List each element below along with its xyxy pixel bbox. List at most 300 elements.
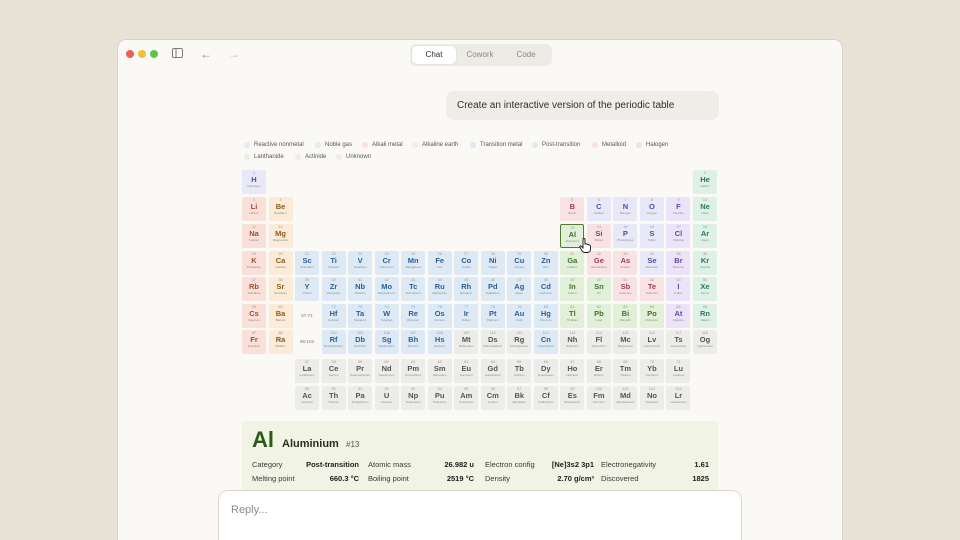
element-name: Praseodymium: [350, 373, 371, 377]
legend-label: Alkaline earth: [422, 142, 459, 148]
element-cell-eu[interactable]: [454, 359, 478, 383]
element-cell-dy[interactable]: [534, 359, 558, 383]
element-cell-rb[interactable]: [242, 277, 266, 301]
element-cell-cu[interactable]: [507, 251, 531, 275]
element-cell-s[interactable]: [640, 224, 664, 248]
element-cell-pa[interactable]: [348, 386, 372, 410]
element-name: Oganesson: [697, 344, 713, 348]
legend-label: Halogen: [646, 142, 669, 148]
element-name: Seaborgium: [378, 344, 395, 348]
element-name: Neon: [701, 211, 709, 215]
element-symbol: Ir: [463, 309, 469, 318]
element-cell-rn[interactable]: [693, 304, 717, 328]
element-name: Technetium: [405, 291, 421, 295]
element-cell-u[interactable]: [375, 386, 399, 410]
element-name: Argon: [700, 238, 709, 242]
element-cell-ir[interactable]: [454, 304, 478, 328]
element-symbol: Ne: [700, 202, 710, 211]
element-name: Mercury: [540, 318, 552, 322]
element-name: Tennessine: [670, 344, 687, 348]
element-number: 44: [437, 278, 442, 282]
element-number: 91: [357, 387, 363, 391]
element-number: 4: [279, 198, 282, 202]
element-number: 112: [542, 331, 549, 335]
element-symbol: Sm: [433, 364, 446, 373]
element-detail-card: [242, 421, 718, 493]
element-cell-sn[interactable]: [587, 277, 611, 301]
element-symbol: Ni: [489, 256, 497, 265]
detail-label: Electron config: [485, 460, 535, 469]
element-cell-cf[interactable]: [534, 386, 558, 410]
element-number: 46: [490, 278, 495, 282]
element-name: Boron: [568, 211, 577, 215]
detail-value: [Ne]3s2 3p1: [551, 460, 594, 469]
element-number: 24: [384, 252, 389, 256]
element-number: 100: [595, 387, 603, 391]
element-name: Scandium: [300, 265, 314, 269]
detail-label: Density: [485, 474, 511, 483]
element-symbol: Ac: [302, 391, 312, 400]
element-cell-cm[interactable]: [481, 386, 505, 410]
legend-label: Actinide: [305, 154, 327, 160]
element-cell-ar[interactable]: [693, 224, 717, 248]
element-cell-ca[interactable]: [269, 251, 293, 275]
element-symbol: Mt: [461, 335, 471, 344]
element-cell-ag[interactable]: [507, 277, 531, 301]
back-arrow-icon[interactable]: ←: [200, 47, 212, 61]
element-number: 84: [649, 305, 655, 309]
element-cell-xe[interactable]: [693, 277, 717, 301]
element-name: Antimony: [619, 291, 632, 295]
element-cell-nh[interactable]: [560, 330, 584, 354]
element-number: 66: [543, 360, 548, 364]
element-cell-n[interactable]: [613, 197, 637, 221]
element-number: 86: [702, 305, 708, 309]
element-name: Silver: [515, 291, 524, 295]
element-name: Moscovium: [617, 344, 633, 348]
element-number: 77: [464, 305, 469, 309]
element-cell-cd[interactable]: [534, 277, 558, 301]
element-cell-sb[interactable]: [613, 277, 637, 301]
element-number: 49: [570, 278, 575, 282]
element-cell-br[interactable]: [666, 251, 690, 275]
element-number: 47: [517, 278, 522, 282]
element-name: Lawrencium: [670, 400, 687, 404]
element-number: 40: [331, 278, 336, 282]
element-cell-mo[interactable]: [375, 277, 399, 301]
element-cell-nb[interactable]: [348, 277, 372, 301]
element-symbol: Al: [568, 230, 577, 239]
element-cell-rg[interactable]: [507, 330, 531, 354]
element-number: 27: [464, 252, 469, 256]
element-cell-w[interactable]: [375, 304, 399, 328]
element-cell-ds[interactable]: [481, 330, 505, 354]
element-cell-se[interactable]: [640, 251, 664, 275]
element-symbol: Sb: [620, 282, 631, 291]
element-symbol: Kr: [700, 256, 710, 265]
element-number: 22: [331, 252, 336, 256]
element-number: 109: [463, 331, 470, 335]
element-cell-fr[interactable]: [242, 330, 266, 354]
element-cell-fm[interactable]: [587, 386, 611, 410]
element-cell-og[interactable]: [693, 330, 717, 354]
element-name: Gold: [516, 318, 523, 322]
element-cell-no[interactable]: [640, 386, 664, 410]
element-symbol: Es: [567, 391, 577, 400]
element-cell-sm[interactable]: [428, 359, 452, 383]
element-symbol: Li: [250, 202, 258, 211]
element-symbol: Rf: [329, 335, 338, 344]
element-cell-cr[interactable]: [375, 251, 399, 275]
element-cell-he[interactable]: [693, 170, 717, 194]
element-symbol: Cu: [514, 256, 525, 265]
element-cell-hs[interactable]: [428, 330, 452, 354]
element-number: 99: [570, 387, 575, 391]
element-name: Rubidium: [247, 291, 261, 295]
tab-cowork[interactable]: Cowork: [466, 50, 494, 59]
element-symbol: Mo: [381, 282, 393, 291]
element-symbol: F: [676, 202, 681, 211]
hand-pointer-icon: [579, 238, 592, 253]
element-cell-mg[interactable]: [269, 224, 293, 248]
element-number: 59: [357, 360, 363, 364]
element-number: 52: [649, 278, 655, 282]
element-number: 82: [596, 305, 601, 309]
element-number: 57: [304, 360, 310, 364]
element-name: Francium: [247, 344, 261, 348]
element-symbol: Md: [619, 391, 631, 400]
element-symbol: Cn: [540, 335, 551, 344]
element-number: 110: [489, 331, 496, 335]
element-name: Manganese: [405, 265, 422, 269]
element-cell-at[interactable]: [666, 304, 690, 328]
element-name: Iodine: [674, 291, 683, 295]
element-cell-k[interactable]: [242, 251, 266, 275]
zoom-window-button[interactable]: [150, 50, 158, 58]
element-number: 5: [571, 198, 574, 202]
element-symbol: Xe: [700, 282, 710, 291]
detail-label: Category: [252, 460, 283, 469]
element-name: Livermorium: [643, 344, 661, 348]
element-cell-fe[interactable]: [428, 251, 452, 275]
element-cell-c[interactable]: [587, 197, 611, 221]
element-number: 95: [464, 387, 469, 391]
element-name: Tantalum: [354, 318, 367, 322]
legend-swatch: [470, 142, 476, 148]
element-cell-mc[interactable]: [613, 330, 637, 354]
element-number: 104: [330, 331, 337, 335]
element-number: 116: [648, 331, 655, 335]
element-cell-in[interactable]: [560, 277, 584, 301]
element-number: 80: [543, 305, 548, 309]
element-name: Cadmium: [539, 291, 553, 295]
element-symbol: Ce: [328, 364, 339, 373]
element-cell-lu[interactable]: [666, 359, 690, 383]
element-name: Protactinium: [351, 400, 369, 404]
element-symbol: Pm: [407, 364, 419, 373]
element-name: Neodymium: [378, 373, 395, 377]
element-name: Astatine: [673, 318, 684, 322]
element-cell-au[interactable]: [507, 304, 531, 328]
minimize-window-button[interactable]: [138, 50, 146, 58]
element-cell-es[interactable]: [560, 386, 584, 410]
element-cell-sc[interactable]: [295, 251, 319, 275]
element-cell-ho[interactable]: [560, 359, 584, 383]
element-cell-re[interactable]: [401, 304, 425, 328]
element-symbol: Ca: [275, 256, 286, 265]
element-name: Hassium: [433, 344, 446, 348]
element-symbol: I: [677, 282, 680, 291]
reply-input[interactable]: Reply...: [231, 504, 268, 516]
element-cell-os[interactable]: [428, 304, 452, 328]
element-cell-b[interactable]: [560, 197, 584, 221]
element-number: 35: [676, 252, 681, 256]
element-number: 38: [278, 278, 283, 282]
element-name: Radon: [700, 318, 710, 322]
element-symbol: He: [700, 175, 710, 184]
element-cell-ba[interactable]: [269, 304, 293, 328]
element-symbol: Cl: [674, 229, 683, 238]
element-cell-p[interactable]: [613, 224, 637, 248]
element-cell-lr[interactable]: [666, 386, 690, 410]
element-cell-co[interactable]: [454, 251, 478, 275]
sidebar-toggle-icon[interactable]: [172, 47, 183, 61]
series-range-label: 57-71: [301, 313, 313, 318]
reply-box[interactable]: [218, 490, 742, 540]
element-name: Radium: [275, 344, 286, 348]
element-cell-ni[interactable]: [481, 251, 505, 275]
element-cell-zr[interactable]: [322, 277, 346, 301]
element-cell-kr[interactable]: [693, 251, 717, 275]
element-cell-ru[interactable]: [428, 277, 452, 301]
element-symbol: Nd: [381, 364, 392, 373]
element-number: 33: [623, 252, 628, 256]
element-name: Titanium: [327, 265, 340, 269]
element-name: Promethium: [405, 373, 422, 377]
legend-swatch: [412, 142, 418, 148]
element-cell-np[interactable]: [401, 386, 425, 410]
element-cell-ge[interactable]: [587, 251, 611, 275]
element-symbol: Tb: [514, 364, 524, 373]
element-number: 55: [251, 305, 257, 309]
element-symbol: Cm: [486, 391, 499, 400]
element-symbol: Sc: [302, 256, 312, 265]
element-cell-ti[interactable]: [322, 251, 346, 275]
element-symbol: Po: [647, 309, 657, 318]
element-cell-pr[interactable]: [348, 359, 372, 383]
element-cell-db[interactable]: [348, 330, 372, 354]
element-symbol: Au: [514, 309, 525, 318]
element-symbol: Ti: [330, 256, 337, 265]
element-symbol: Sn: [594, 282, 604, 291]
legend-item: [636, 141, 668, 149]
element-symbol: Cr: [382, 256, 391, 265]
element-name: Neptunium: [405, 400, 421, 404]
element-cell-pm[interactable]: [401, 359, 425, 383]
element-cell-pd[interactable]: [481, 277, 505, 301]
element-name: Palladium: [486, 291, 500, 295]
element-number: 101: [622, 387, 629, 391]
element-cell-cs[interactable]: [242, 304, 266, 328]
element-symbol: Tl: [569, 309, 576, 318]
element-cell-md[interactable]: [613, 386, 637, 410]
element-symbol: Tm: [619, 364, 632, 373]
element-cell-mn[interactable]: [401, 251, 425, 275]
element-cell-yb[interactable]: [640, 359, 664, 383]
element-cell-bi[interactable]: [613, 304, 637, 328]
forward-arrow-icon[interactable]: →: [228, 47, 240, 61]
tab-code[interactable]: Code: [516, 50, 536, 59]
detail-label: Boiling point: [368, 474, 409, 483]
element-symbol: Er: [594, 364, 603, 373]
element-name: Mendelevium: [616, 400, 635, 404]
element-symbol: K: [251, 256, 257, 265]
element-cell-i[interactable]: [666, 277, 690, 301]
element-cell-pu[interactable]: [428, 386, 452, 410]
element-name: Nitrogen: [619, 211, 632, 215]
element-cell-pb[interactable]: [587, 304, 611, 328]
element-number: 102: [648, 387, 656, 391]
element-cell-am[interactable]: [454, 386, 478, 410]
element-name: Bohrium: [407, 344, 419, 348]
element-symbol: Ge: [593, 256, 604, 265]
legend-item: [532, 141, 580, 149]
element-number: 75: [411, 305, 416, 309]
element-name: Dubnium: [354, 344, 367, 348]
element-cell-v[interactable]: [348, 251, 372, 275]
element-symbol: Pt: [489, 309, 497, 318]
element-symbol: In: [569, 282, 576, 291]
element-cell-zn[interactable]: [534, 251, 558, 275]
element-name: Copernicium: [537, 344, 555, 348]
detail-value: 2.70 g/cm³: [557, 474, 594, 483]
element-symbol: Am: [460, 391, 473, 400]
element-number: 76: [437, 305, 442, 309]
element-cell-th[interactable]: [322, 386, 346, 410]
element-number: 92: [384, 387, 389, 391]
element-cell-sg[interactable]: [375, 330, 399, 354]
element-cell-tb[interactable]: [507, 359, 531, 383]
element-number: 111: [516, 331, 523, 335]
element-name: Chlorine: [672, 238, 685, 242]
element-symbol: Rb: [249, 282, 259, 291]
element-cell-ts[interactable]: [666, 330, 690, 354]
element-symbol: Br: [674, 256, 683, 265]
element-name: Vanadium: [353, 265, 367, 269]
element-cell-cn[interactable]: [534, 330, 558, 354]
element-cell-tl[interactable]: [560, 304, 584, 328]
close-window-button[interactable]: [126, 50, 134, 58]
element-cell-h[interactable]: [242, 170, 266, 194]
element-symbol: Cd: [540, 282, 551, 291]
element-cell-lv[interactable]: [640, 330, 664, 354]
legend-label: Reactive nonmetal: [254, 142, 304, 148]
element-name: Potassium: [246, 265, 261, 269]
element-cell-ra[interactable]: [269, 330, 293, 354]
legend-label: Post-transition: [542, 142, 581, 148]
element-name: Uranium: [380, 400, 393, 404]
element-cell-pt[interactable]: [481, 304, 505, 328]
element-name: Bromine: [672, 265, 685, 269]
element-number: 26: [437, 252, 442, 256]
element-cell-be[interactable]: [269, 197, 293, 221]
element-number: 103: [675, 387, 682, 391]
element-cell-te[interactable]: [640, 277, 664, 301]
element-cell-tm[interactable]: [613, 359, 637, 383]
element-cell-ne[interactable]: [693, 197, 717, 221]
detail-symbol: Al: [252, 427, 274, 452]
element-cell-er[interactable]: [587, 359, 611, 383]
element-name: Rhodium: [460, 291, 473, 295]
element-cell-rf[interactable]: [322, 330, 346, 354]
element-cell-bh[interactable]: [401, 330, 425, 354]
element-cell-o[interactable]: [640, 197, 664, 221]
element-cell-la[interactable]: [295, 359, 319, 383]
element-cell-ce[interactable]: [322, 359, 346, 383]
element-name: Magnesium: [272, 238, 289, 242]
element-name: Nobelium: [645, 400, 659, 404]
app-window: [117, 39, 843, 540]
element-symbol: Fm: [593, 391, 605, 400]
element-symbol: Ar: [700, 229, 710, 238]
element-symbol: C: [596, 202, 602, 211]
element-cell-ta[interactable]: [348, 304, 372, 328]
tab-chat[interactable]: Chat: [412, 46, 456, 64]
series-range-label: 89-103: [300, 339, 315, 344]
element-number: 79: [517, 305, 522, 309]
element-cell-nd[interactable]: [375, 359, 399, 383]
legend-item: [362, 141, 403, 149]
element-number: 19: [251, 252, 257, 256]
element-cell-as[interactable]: [613, 251, 637, 275]
element-number: 14: [596, 225, 601, 229]
element-cell-po[interactable]: [640, 304, 664, 328]
element-cell-cl[interactable]: [666, 224, 690, 248]
element-cell-ac[interactable]: [295, 386, 319, 410]
element-cell-f[interactable]: [666, 197, 690, 221]
element-number: 78: [490, 305, 495, 309]
element-symbol: Lu: [673, 364, 684, 373]
legend-swatch: [592, 142, 598, 148]
element-name: Gallium: [567, 265, 578, 269]
element-number: 11: [252, 225, 256, 229]
element-cell-gd[interactable]: [481, 359, 505, 383]
element-cell-tc[interactable]: [401, 277, 425, 301]
element-cell-na[interactable]: [242, 224, 266, 248]
legend-item: [244, 141, 304, 149]
element-symbol: Nh: [567, 335, 578, 344]
element-cell-ga[interactable]: [560, 251, 584, 275]
element-cell-hf[interactable]: [322, 304, 346, 328]
element-number: 63: [464, 360, 469, 364]
element-number: 37: [251, 278, 257, 282]
element-cell-fl[interactable]: [587, 330, 611, 354]
element-cell-y[interactable]: [295, 277, 319, 301]
element-cell-li[interactable]: [242, 197, 266, 221]
element-number: 68: [596, 360, 601, 364]
element-cell-mt[interactable]: [454, 330, 478, 354]
element-cell-bk[interactable]: [507, 386, 531, 410]
element-number: 117: [675, 331, 682, 335]
element-symbol: Os: [434, 309, 445, 318]
element-name: Dysprosium: [537, 373, 554, 377]
element-number: 96: [490, 387, 495, 391]
element-cell-hg[interactable]: [534, 304, 558, 328]
element-cell-sr[interactable]: [269, 277, 293, 301]
element-name: Erbium: [594, 373, 604, 377]
element-cell-rh[interactable]: [454, 277, 478, 301]
element-number: 71: [676, 360, 681, 364]
